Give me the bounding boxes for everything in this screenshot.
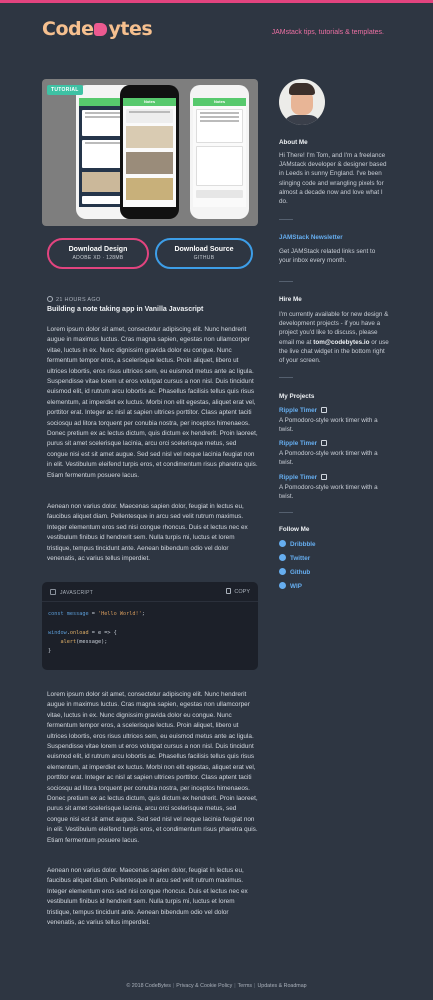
site-tagline: JAMstack tips, tutorials & templates. — [271, 29, 384, 36]
download-design-label: Download Design — [68, 246, 128, 253]
logo-text-right: ytes — [108, 18, 153, 40]
code-block — [42, 582, 258, 670]
separator: | — [172, 983, 175, 989]
social-link-github[interactable] — [279, 568, 310, 576]
project-name: Ripple Timer — [279, 407, 318, 414]
github-icon — [279, 568, 286, 575]
social-link-twitter[interactable] — [279, 554, 310, 562]
post-meta — [47, 296, 101, 303]
copy-button[interactable] — [226, 588, 250, 595]
project-link[interactable] — [279, 407, 327, 414]
hero-image — [42, 79, 258, 226]
project-desc: A Pomodoro-style work timer with a twist. — [279, 417, 378, 434]
code-language-label: JAVASCRIPT — [60, 590, 94, 596]
social-label: Twitter — [290, 555, 311, 562]
about-text: Hi There! I'm Tom, and I'm a freelance JAMstack developer & designer based in Leeds in sunny England. I've been slinging code and wrangling pixels for almost a decade now and love what I do. — [279, 152, 387, 206]
twitter-icon — [279, 554, 286, 561]
project-desc: A Pomodoro-style work timer with a twist. — [279, 484, 378, 501]
divider — [279, 512, 293, 513]
divider — [279, 219, 293, 220]
divider — [279, 281, 293, 282]
external-link-icon — [321, 440, 327, 446]
site-logo[interactable] — [42, 18, 152, 40]
follow-heading: Follow Me — [279, 526, 310, 533]
logo-mark-icon — [94, 23, 107, 36]
footer-link-privacy[interactable]: Privacy & Cookie Policy — [176, 983, 233, 989]
phone-title: Notes — [123, 98, 176, 106]
separator: | — [254, 983, 256, 989]
newsletter-heading[interactable]: JAMStack Newsletter — [279, 234, 343, 241]
hire-text — [279, 310, 389, 365]
newsletter-text: Get JAMStack related links sent to your inbox every month. — [279, 248, 376, 265]
external-link-icon — [321, 474, 327, 480]
code-content: const message = 'Hello World!'; window.onload = e => { alert(message); } — [48, 611, 145, 655]
download-design-sub: ADOBE XD · 128MB — [72, 255, 124, 261]
post-paragraph: Lorem ipsum dolor sit amet, consectetur adipiscing elit. Nunc hendrerit augue in maximus luctus. Cras magna sapien, egestas non ullamcorper vitae, luctus in ex. Nunc dignissim gravida dolor eu congue. Nunc fermentum tempor eros, a scelerisque lectus. Proin aliquet, libero ut ultrices lobortis, eros risus ultrices sem, eu euismod metus ante ac ligula. Suspendisse vitae lorem ut eros volutpat cursus a non nisl. Duis tincidunt euismod elit, id rutrum arcu lobortis ac. Phasellus facilisis tellus quis risus elementum, at imperdiet ex luctus. Morbi non elit egestas, aliquet erat vel, porttitor erat. Integer ac nisl at sapien ultrices porttitor. Class aptent taciti sociosqu ad litora torquent per conubia nostra, per inceptos himenaeos. Donec pretium ex ac lectus dictum, quis dictum ex hendrerit. Proin laoreet, purus sit amet scelerisque lacinia, arcu orci scelerisque metus, sed congue nisi est sit amet augue. Sed sed nisl vel neque lacinia feugiat non in elit. Vestibulum eleifend turpis eros, et condimentum risus pharetra quis. Etiam fermentum posuere lacus. — [47, 691, 258, 844]
file-icon — [50, 589, 56, 595]
logo-text-left: Code — [42, 18, 94, 40]
email-link[interactable]: tom@codebytes.io — [313, 338, 370, 346]
post-title: Building a note taking app in Vanilla Javascript — [47, 306, 204, 313]
post-paragraph: Aenean non varius dolor. Maecenas sapien dolor, feugiat in lectus eu, faucibus aliquet diam. Pellentesque in arcu sed velit rutrum maximus. Integer elementum eros sed nisi congue rhoncus. Duis et lectus nec ex vestibulum finibus id hendrerit sem. Nulla turpis mi, luctus et lorem tristique, tempus tincidunt ante. Aenean bibendum odio vel dolor venenatis, ac varius tellus imperdiet. — [47, 503, 248, 563]
copy-label: COPY — [234, 589, 250, 595]
phone-mockup — [120, 85, 179, 219]
hire-text-part: or use the live chat widget in the bottom right of your screen. — [279, 338, 389, 365]
separator: | — [234, 983, 236, 989]
copyright: © 2018 CodeBytes — [126, 983, 171, 989]
social-link-dribbble[interactable] — [279, 540, 316, 548]
wip-icon — [279, 582, 286, 589]
divider — [279, 377, 293, 378]
social-link-wip[interactable] — [279, 582, 302, 590]
social-label: Github — [290, 569, 311, 576]
project-name: Ripple Timer — [279, 474, 318, 481]
phone-title: Notes — [193, 98, 246, 106]
external-link-icon — [321, 407, 327, 413]
site-footer — [0, 983, 433, 989]
download-design-button[interactable] — [47, 238, 149, 269]
download-source-sub: GITHUB — [193, 255, 215, 261]
project-link[interactable] — [279, 440, 327, 447]
dribbble-icon — [279, 540, 286, 547]
project-desc: A Pomodoro-style work timer with a twist. — [279, 450, 378, 467]
site-header — [42, 18, 392, 44]
avatar — [279, 79, 325, 125]
code-block-header — [42, 582, 258, 602]
footer-link-roadmap[interactable]: Updates & Roadmap — [257, 983, 307, 989]
projects-heading: My Projects — [279, 393, 315, 400]
about-heading: About Me — [279, 139, 308, 146]
hire-heading: Hire Me — [279, 296, 302, 303]
social-label: WIP — [290, 583, 302, 590]
footer-link-terms[interactable]: Terms — [237, 983, 253, 989]
code-language — [50, 589, 93, 596]
copy-icon — [226, 588, 231, 594]
post-paragraph: Lorem ipsum dolor sit amet, consectetur adipiscing elit. Nunc hendrerit augue in maximus luctus. Cras magna sapien, egestas non ullamcorper vitae, luctus in ex. Nunc dignissim gravida dolor eu congue. Nunc fermentum tempor eros, a scelerisque lectus. Proin aliquet, libero ut ultrices lobortis, eros risus ultrices sem, eu euismod metus ante ac ligula. Suspendisse vitae lorem ut eros volutpat cursus a non nisl. Duis tincidunt euismod elit, id rutrum arcu lobortis ac. Phasellus facilisis tellus quis risus elementum, at imperdiet ex luctus. Morbi non elit egestas, aliquet erat vel, porttitor erat. Integer ac nisl at sapien ultrices porttitor. Class aptent taciti sociosqu ad litora torquent per conubia nostra, per inceptos himenaeos. Donec pretium ex ac lectus dictum, quis dictum ex hendrerit. Proin laoreet, purus sit amet scelerisque lacinia, arcu orci scelerisque metus, sed congue nisi est sit amet augue. Sed sed nisl vel neque lacinia feugiat non in elit. Vestibulum eleifend turpis eros, et condimentum risus pharetra quis. Etiam fermentum posuere lacus. — [47, 326, 258, 479]
top-accent-bar — [0, 0, 433, 3]
phone-mockup — [190, 85, 249, 219]
hire-text-part: I'm currently available for new design & development projects - if you have a project you'd like to discuss, please email me at — [279, 311, 389, 346]
download-source-button[interactable] — [155, 238, 253, 269]
tutorial-badge: TUTORIAL — [47, 85, 83, 95]
post-time: 21 HOURS AGO — [56, 297, 101, 303]
project-name: Ripple Timer — [279, 440, 318, 447]
project-link[interactable] — [279, 474, 327, 481]
social-label: Dribbble — [290, 541, 316, 548]
post-paragraph: Aenean non varius dolor. Maecenas sapien dolor, feugiat in lectus eu, faucibus aliquet diam. Pellentesque in arcu sed velit rutrum maximus. Integer elementum eros sed nisi congue rhoncus. Duis et lectus nec ex vestibulum finibus id hendrerit sem. Nulla turpis mi, luctus et lorem tristique, tempus tincidunt ante. Aenean bibendum odio vel dolor venenatis, ac varius tellus imperdiet. — [47, 867, 248, 927]
download-source-label: Download Source — [174, 246, 234, 253]
clock-icon — [47, 296, 53, 302]
